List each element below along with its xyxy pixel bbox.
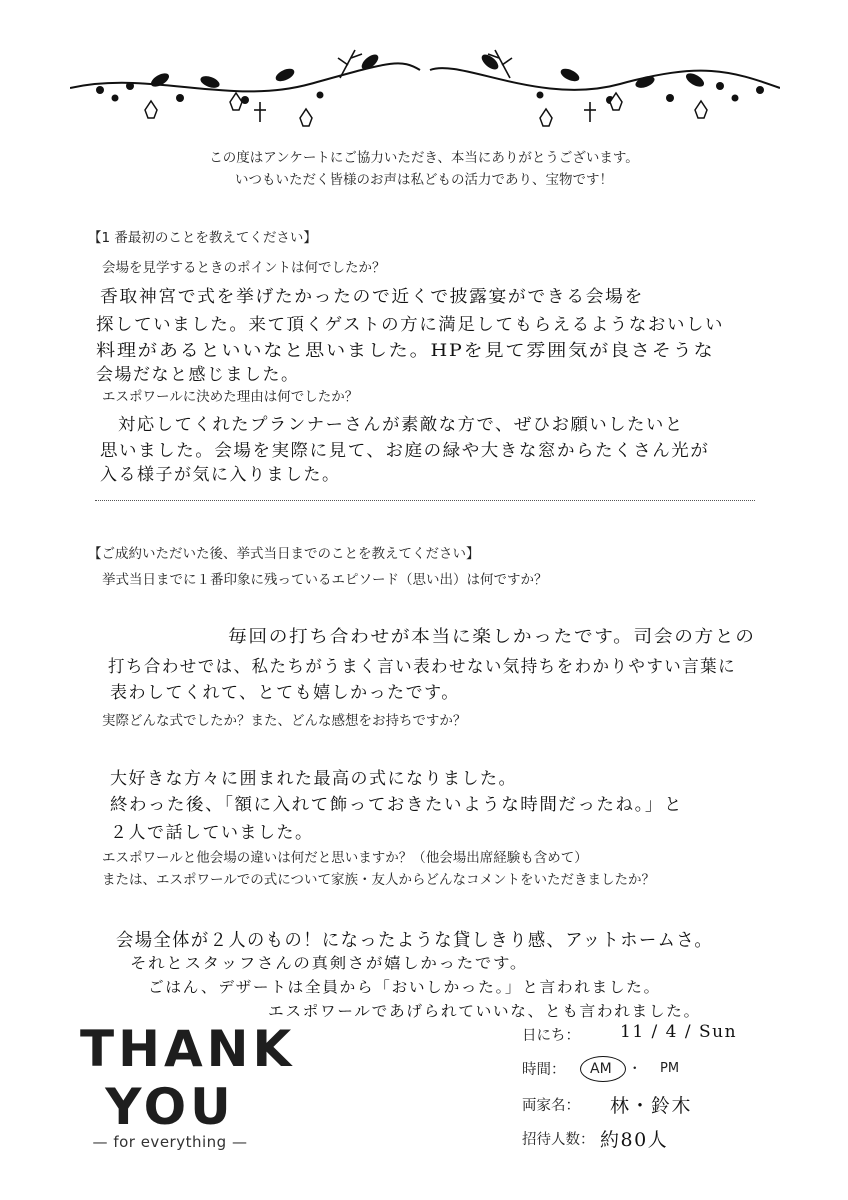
answer-1-1-line-1: 香取神宮で式を挙げたかったので近くで披露宴ができる会場を (100, 287, 644, 307)
answer-1-1-line-4: 会場だなと感じました。 (96, 365, 300, 385)
families-value: 林・鈴木 (610, 1095, 693, 1117)
thank-you-line-2: YOU (105, 1078, 235, 1136)
answer-1-2-line-1: 対応してくれたプランナーさんが素敵な方で、ぜひお願いしたいと (118, 415, 684, 435)
guests-label: 招待人数： (522, 1132, 595, 1148)
intro-line-2: いつもいただく皆様のお声は私どもの活力であり、宝物です！ (235, 172, 613, 188)
answer-2-1-line-3: 表わしてくれて、とても嬉しかったです。 (110, 683, 460, 703)
section-2-question-3a: エスポワールと他会場の違いは何だと思いますか？（他会場出席経験も含めて） (102, 850, 588, 866)
answer-2-2-line-1: 大好きな方々に囲まれた最高の式になりました。 (110, 769, 517, 789)
section-2-question-3b: または、エスポワールでの式について家族・友人からどんなコメントをいただきましたか？ (102, 872, 655, 888)
floral-garland-decoration (70, 40, 780, 130)
answer-1-2-line-3: 入る様子が気に入りました。 (100, 465, 341, 485)
thank-you-line-1: THANK (80, 1020, 296, 1078)
guests-value: 約80人 (600, 1129, 669, 1151)
intro-line-1: この度はアンケートにご協力いただき、本当にありがとうございます。 (209, 150, 639, 166)
answer-1-1-line-2: 探していました。来て頂くゲストの方に満足してもらえるようなおいしい (96, 315, 725, 335)
answer-2-3-line-2: それとスタッフさんの真剣さが嬉しかったです。 (130, 954, 528, 972)
answer-2-3-line-4: エスポワールであげられていいな、とも言われました。 (268, 1002, 701, 1020)
section-1-question-2: エスポワールに決めた理由は何でしたか？ (102, 389, 359, 405)
answer-2-1-line-1: 毎回の打ち合わせが本当に楽しかったです。司会の方との (228, 627, 756, 647)
section-1-question-1: 会場を見学するときのポイントは何でしたか？ (102, 260, 386, 276)
answer-2-3-line-1: 会場全体が２人のもの！になったような貸しきり感、アットホームさ。 (116, 930, 714, 951)
answer-1-1-line-3: 料理があるといいなと思いました。HPを見て雰囲気が良さそうな (96, 341, 715, 361)
time-pm: PM (660, 1061, 680, 1076)
divider (95, 500, 755, 501)
section-2-question-2: 実際どんな式でしたか？また、どんな感想をお持ちですか？ (102, 713, 467, 729)
time-label: 時間： (522, 1062, 566, 1078)
answer-2-1-line-2: 打ち合わせでは、私たちがうまく言い表わせない気持ちをわかりやすい言葉に (108, 657, 737, 677)
time-am: AM (590, 1061, 612, 1077)
date-label: 日にち： (522, 1028, 580, 1044)
date-value: 11 / 4 / Sun (620, 1022, 738, 1042)
section-2-heading: 【ご成約いただいた後、挙式当日までのことを教えてください】 (88, 546, 480, 562)
answer-2-2-line-2: 終わった後、「額に入れて飾っておきたいような時間だったね。」と (110, 795, 684, 815)
thank-you-tagline: — for everything — (92, 1133, 248, 1151)
answer-2-3-line-3: ごはん、デザートは全員から「おいしかった。」と言われました。 (148, 978, 661, 996)
section-2-question-1: 挙式当日までに１番印象に残っているエピソード（思い出）は何ですか？ (102, 572, 548, 588)
answer-1-2-line-2: 思いました。会場を実際に見て、お庭の緑や大きな窓からたくさん光が (100, 441, 710, 461)
time-separator: ・ (628, 1061, 642, 1077)
section-1-heading: 【1 番最初のことを教えてください】 (88, 230, 317, 246)
families-label: 両家名： (522, 1098, 580, 1114)
answer-2-2-line-3: ２人で話していました。 (110, 823, 314, 843)
